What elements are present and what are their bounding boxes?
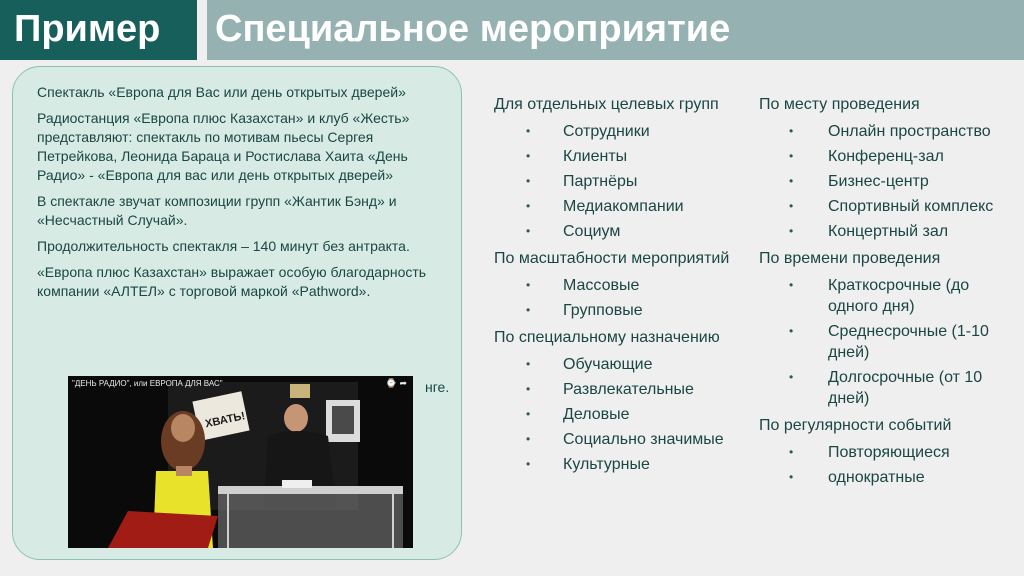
bullet-icon: •: [526, 382, 531, 396]
list-item-label: Обучающие: [563, 356, 653, 373]
bullet-icon: •: [789, 470, 794, 484]
category-heading: По времени проведения: [759, 250, 941, 267]
list-item: [494, 379, 734, 400]
bullet-icon: •: [789, 324, 794, 338]
list-item-label: Концертный зал: [828, 223, 949, 240]
category-heading: Для отдельных целевых групп: [494, 96, 719, 113]
bullet-icon: •: [526, 224, 531, 238]
list-item-label: Партнёры: [563, 173, 638, 190]
right-column: [759, 94, 1014, 494]
list-item: [759, 171, 1014, 192]
list-item: [759, 367, 1014, 409]
list-item: [759, 221, 1014, 242]
bullet-icon: •: [526, 124, 531, 138]
category-heading: По регулярности событий: [759, 417, 952, 434]
list-item-label: Социально значимые: [563, 431, 724, 448]
list-item: [759, 321, 1014, 363]
poster-text: ХВАТЬ!: [204, 410, 247, 431]
list-item-label: Социум: [563, 223, 621, 240]
list-item-label: Конференц-зал: [828, 148, 944, 165]
list-item: [759, 442, 1014, 463]
list-item-label: Развлекательные: [563, 381, 694, 398]
list-item-label: Бизнес-центр: [828, 173, 929, 190]
list-item-label: Клиенты: [563, 148, 628, 165]
bullet-icon: •: [789, 278, 794, 292]
bullet-icon: •: [789, 174, 794, 188]
category-heading: По месту проведения: [759, 96, 920, 113]
category-list: [494, 121, 734, 242]
bullet-icon: •: [526, 199, 531, 213]
list-item: [494, 196, 734, 217]
list-item: [494, 354, 734, 375]
list-item: [494, 171, 734, 192]
bullet-icon: •: [526, 174, 531, 188]
middle-column: [494, 94, 734, 481]
video-controls-icon[interactable]: ⌚ ➦: [385, 378, 407, 388]
card-paragraph: «Европа плюс Казахстан» выражает особую благодарность компании «АЛТЕЛ» с торговой маркой «Pathword».: [37, 264, 427, 299]
video-title: "ДЕНЬ РАДИО", или ЕВРОПА ДЛЯ ВАС": [72, 379, 223, 388]
list-item: [759, 121, 1014, 142]
list-item-label: Деловые: [563, 406, 630, 423]
list-item: [759, 467, 1014, 488]
category-heading: По масштабности мероприятий: [494, 250, 730, 267]
card-paragraph: Продолжительность спектакля – 140 минут без антракта.: [37, 238, 410, 254]
bullet-icon: •: [526, 278, 531, 292]
card-paragraph: В спектакле звучат композиции групп «Жантик Бэнд» и «Несчастный Случай».: [37, 193, 397, 228]
list-item-label: однократные: [828, 469, 925, 486]
category-heading: По специальному назначению: [494, 329, 720, 346]
category-list: [759, 442, 1014, 488]
card-paragraph: Радиостанция «Европа плюс Казахстан» и клуб «Жесть» представляют: спектакль по мотивам пьесы Сергея Петрейкова, Леонида Бараца и Ростислава Хаита «День Радио» - «Европа для вас или день открытых дверей»: [37, 110, 410, 183]
list-item-label: Групповые: [563, 302, 643, 319]
list-item: [759, 275, 1014, 317]
bullet-icon: •: [526, 407, 531, 421]
bullet-icon: •: [526, 303, 531, 317]
bullet-icon: •: [789, 149, 794, 163]
slide-title: Специальное мероприятие: [207, 0, 1024, 60]
bullet-icon: •: [526, 149, 531, 163]
list-item: [759, 196, 1014, 217]
list-item-label: Спортивный комплекс: [828, 198, 994, 215]
list-item-label: Онлайн пространство: [828, 123, 991, 140]
list-item: [494, 146, 734, 167]
bullet-icon: •: [526, 357, 531, 371]
list-item-label: Повторяющиеся: [828, 444, 950, 461]
category-list: [494, 354, 734, 475]
list-item: [494, 404, 734, 425]
bullet-icon: •: [789, 124, 794, 138]
list-item-label: Среднесрочные (1-10 дней): [828, 323, 989, 361]
slide-label: Пример: [0, 0, 197, 60]
card-tail-text: нге.: [425, 379, 450, 395]
list-item: [759, 146, 1014, 167]
list-item: [494, 300, 734, 321]
video-player[interactable]: [68, 376, 413, 548]
list-item-label: Культурные: [563, 456, 650, 473]
category-list: [494, 275, 734, 321]
card-paragraph: Спектакль «Европа для Вас или день открытых дверей»: [37, 84, 406, 100]
list-item: [494, 454, 734, 475]
bullet-icon: •: [789, 224, 794, 238]
list-item-label: Краткосрочные (до одного дня): [828, 277, 970, 315]
bullet-icon: •: [789, 199, 794, 213]
card-text: [37, 83, 453, 308]
bullet-icon: •: [526, 457, 531, 471]
list-item: [494, 429, 734, 450]
list-item-label: Медиакомпании: [563, 198, 684, 215]
list-item-label: Сотрудники: [563, 123, 650, 140]
list-item-label: Долгосрочные (от 10 дней): [828, 369, 983, 407]
list-item-label: Массовые: [563, 277, 640, 294]
category-list: [759, 275, 1014, 409]
list-item: [494, 221, 734, 242]
list-item: [494, 121, 734, 142]
bullet-icon: •: [789, 445, 794, 459]
bullet-icon: •: [789, 370, 794, 384]
category-list: [759, 121, 1014, 242]
bullet-icon: •: [526, 432, 531, 446]
list-item: [494, 275, 734, 296]
video-frame: [68, 376, 413, 548]
